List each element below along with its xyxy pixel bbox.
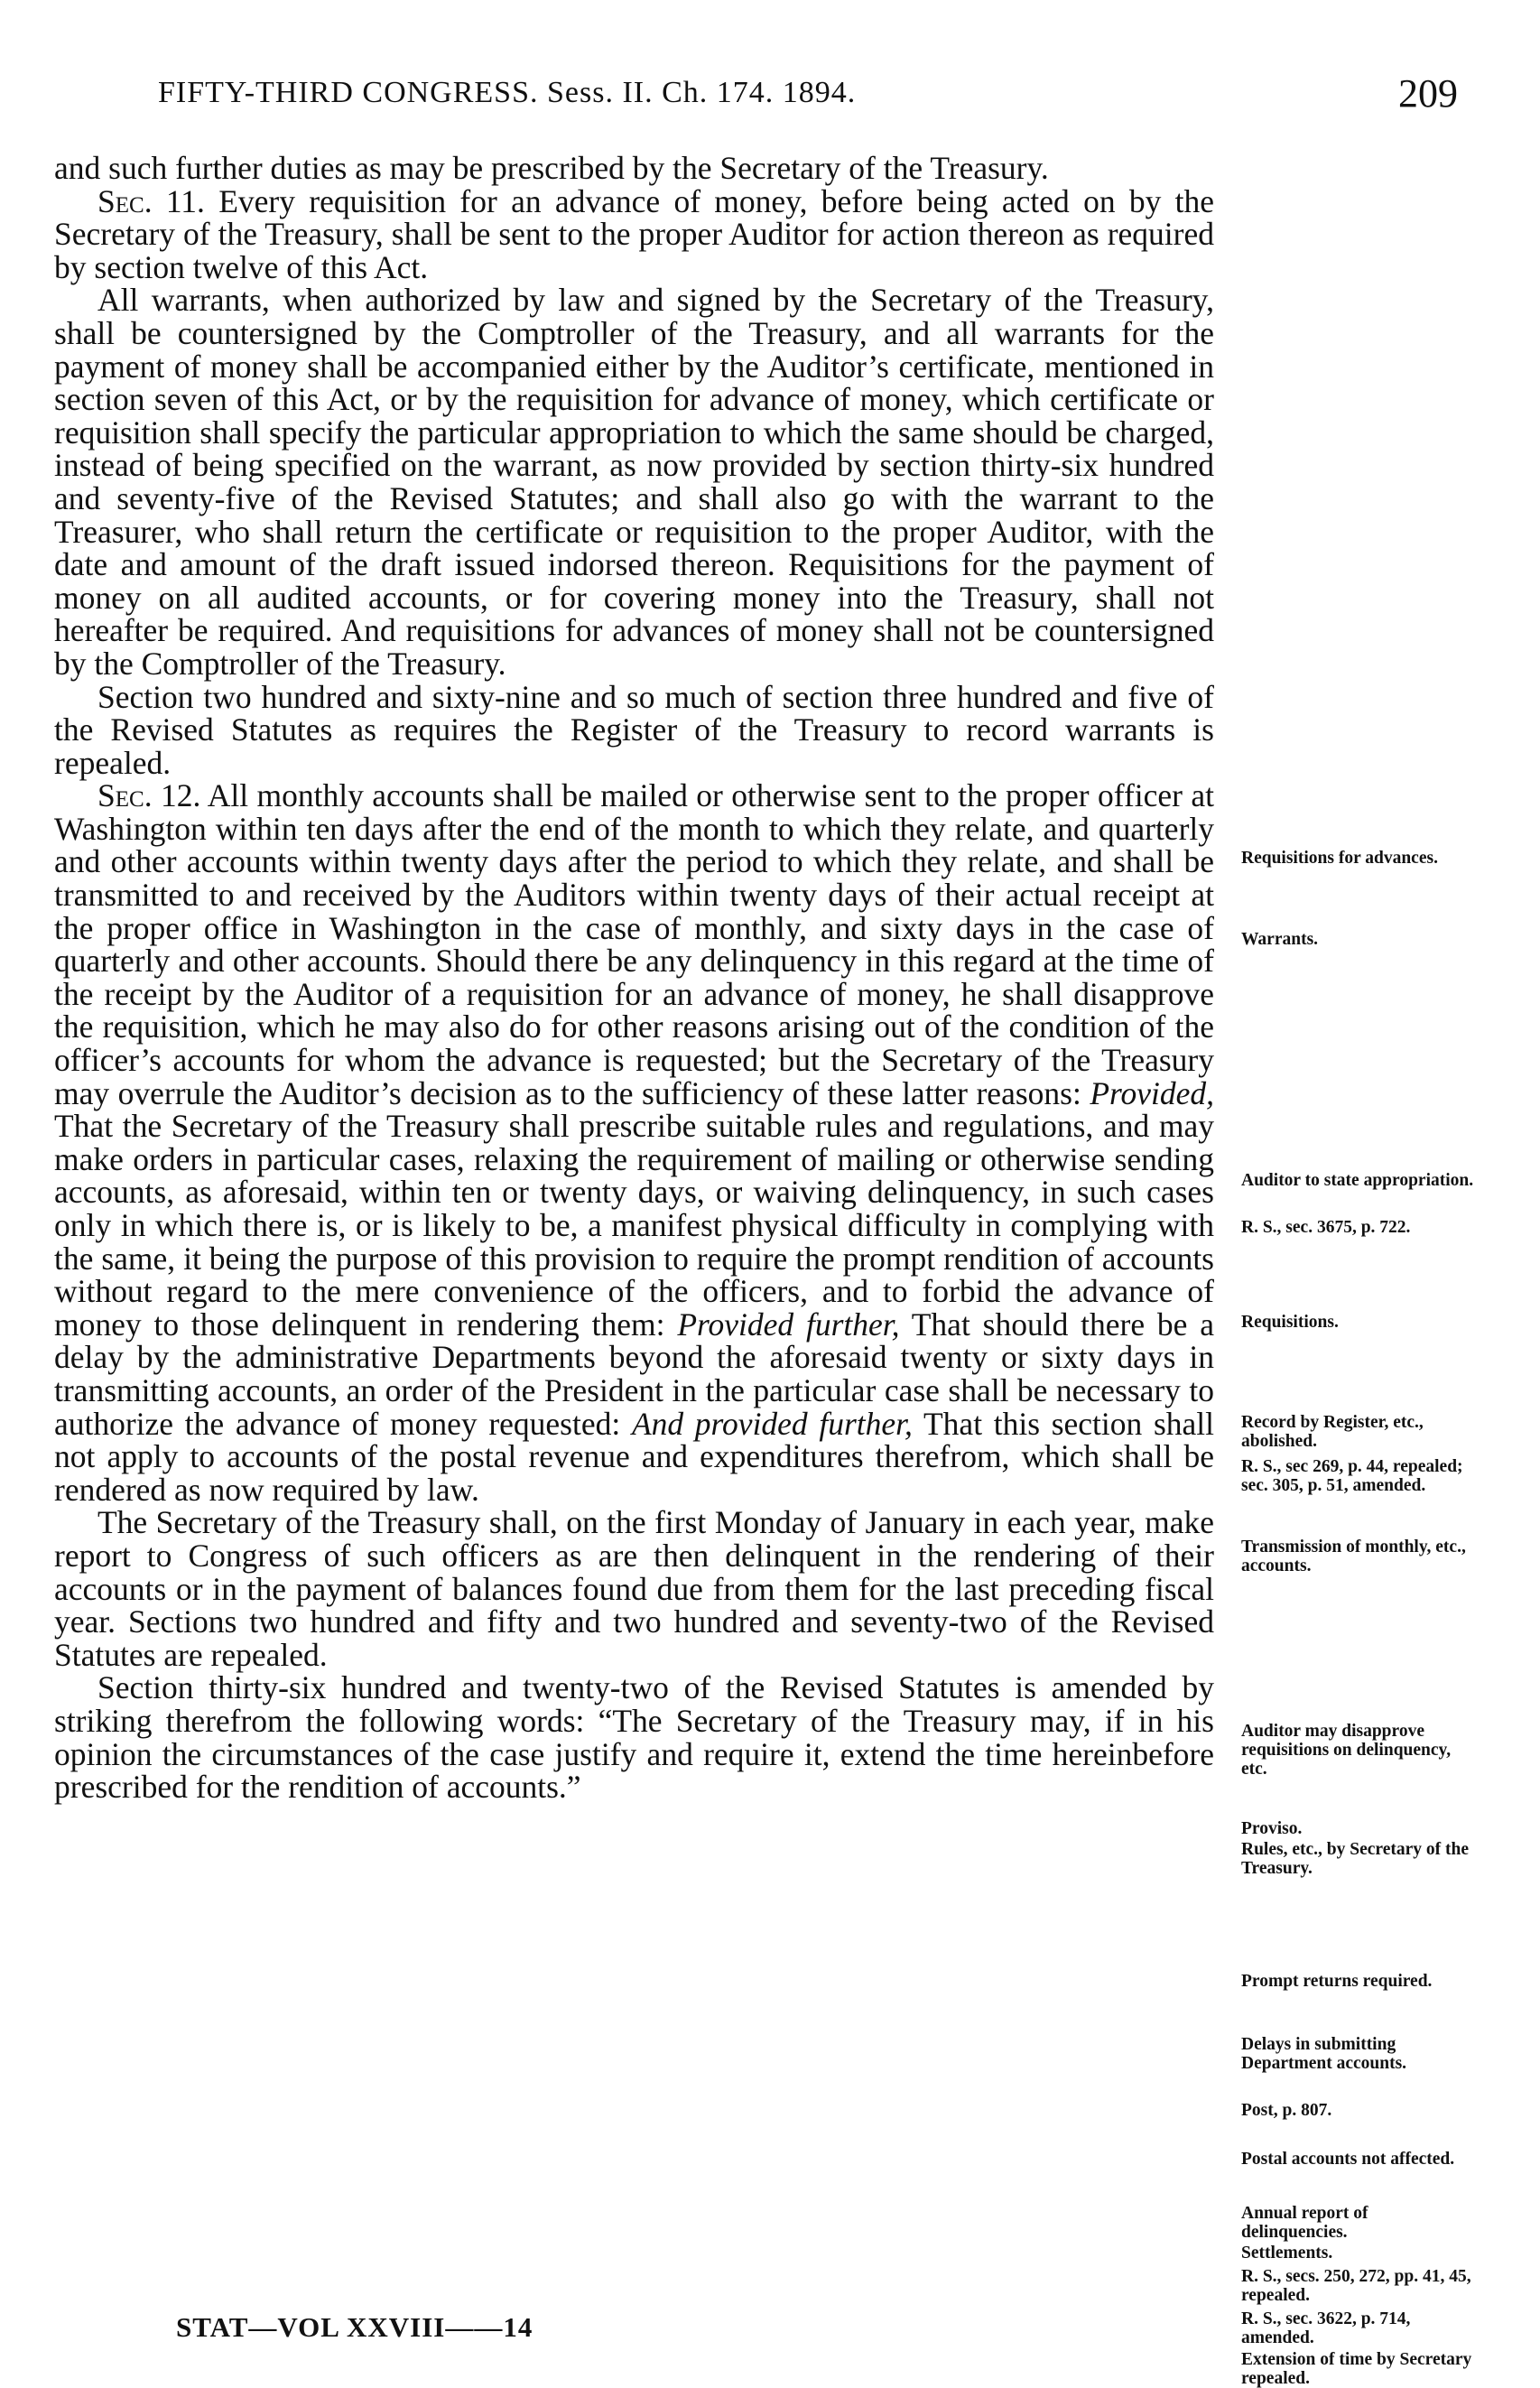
margin-note: Delays in submitting Department accounts. [1241,2035,1407,2073]
running-header [158,70,1458,125]
margin-note: Auditor may disapprove requisitions on delinquency, etc. [1241,1722,1452,1779]
margin-note: Post, p. 807. [1241,2101,1332,2120]
paragraph-record: Section two hundred and sixty-nine and so much of section three hundred and five of the Revised Statutes as requires the Register of the Treasury to record warrants is repealed. [54,678,1214,781]
running-head: FIFTY-THIRD CONGRESS. Sess. II. Ch. 174. 1894. [158,76,857,109]
margin-note: Postal accounts not affected. [1241,2150,1455,2169]
margin-note: Proviso. [1241,1819,1303,1838]
margin-note: Extension of time by Secretary repealed. [1241,2350,1472,2388]
margin-note: Rules, etc., by Secretary of the Treasury. [1241,1840,1469,1878]
page-number: 209 [1398,71,1458,116]
margin-note: Settlements. [1241,2244,1333,2263]
paragraph-5a-text: All monthly accounts shall be mailed or otherwise sent to the proper officer at Washington within ten days after the end of the month to which they relate, and quarterly and other accounts within twenty days after the period to which they relate, and shall be transmitted to and received by the Auditors within twenty days of their actual receipt at the proper office in Washington in the case of monthly, and sixty days in the case of quarterly and other accounts. Should there be any delinquency in this regard at the time of the receipt by the Auditor of a requisition for an advance of money, he shall disapprove the requisition, which he may also do for other reasons arising out of the condition of the officer’s accounts for whom the advance is requested; but the Secretary of the Treasury may overrule the Auditor’s decision as to the sufficiency of these latter reasons: [54,777,1214,1111]
margin-note: Warrants. [1241,930,1319,949]
paragraph-sec-12 [54,779,1214,1506]
section-label-12: Sec. 12. [97,777,201,814]
paragraph-annual-report: The Secretary of the Treasury shall, on the first Monday of January in each year, make report to Congress of such officers as are then delinquent in the rendering of their accounts or in the payment of balances found due from them for the last preceding fiscal year. Sections two hundred and fifty and two hundred and seventy-two of the Revised Statutes are repealed. [54,1504,1214,1673]
margin-note: Requisitions for advances. [1241,849,1438,868]
paragraph-1: and such further duties as may be prescribed by the Secretary of the Treasury. [54,150,1049,186]
paragraph-warrants: All warrants, when authorized by law and signed by the Secretary of the Treasury, shall be countersigned by the Comptroller of the Treasury, and all warrants for the payment of money shall be accompanied either by the Auditor’s certificate, mentioned in section seven of this Act, or by the requisition for advance of money, which certificate or requisition shall specify the particular appropriation to which the same should be charged, instead of being specified on the warrant, as now provided by section thirty-six hundred and seventy-five of the Revised Statutes; and shall also go with the warrant to the Treasurer, who shall return the certificate or requisition to the proper Auditor, with the date and amount of the draft issued indorsed thereon. Requisitions for the payment of money on all audited accounts, or for covering money into the Treasury, shall not hereafter be required. And requisitions for advances of money shall not be countersigned by the Comptroller of the Treasury. [54,282,1214,682]
main-text [54,152,1214,1804]
margin-note: R. S., sec 269, p. 44, repealed; sec. 305, p. 51, amended. [1241,1457,1463,1495]
margin-note: R. S., sec. 3675, p. 722. [1241,1218,1411,1237]
margin-note: R. S., sec. 3622, p. 714, amended. [1241,2309,1411,2347]
section-label-11: Sec. 11. [97,182,205,219]
paragraph-amendment: Section thirty-six hundred and twenty-two of the Revised Statutes is amended by striking therefrom the following words: “The Secretary of the Treasury may, if in his opinion the circumstances of the case justify and require it, extend the time hereinbefore prescribed for the rendition of accounts.” [54,1669,1214,1806]
and-provided-further-label: And provided further, [631,1405,913,1442]
margin-note: R. S., secs. 250, 272, pp. 41, 45, repealed. [1241,2267,1471,2305]
margin-note: Prompt returns required. [1241,1972,1433,1991]
paragraph-5b-text: That the Secretary of the Treasury shall prescribe suitable rules and regulations, and may make orders in particular cases, relaxing the requirement of mailing or otherwise sending accounts, as aforesaid, within ten or twenty days, or waiving delinquency, in such cases only in which there is, or is likely to be, a manifest physical difficulty in complying with the same, it being the purpose of this provision to require the prompt rendition of accounts without regard to the mere convenience of the officers, and to forbid the advance of money to those delinquent in rendering them: [54,1108,1214,1343]
proviso-further-label: Provided further, [677,1306,900,1343]
paragraph-sec-11 [54,182,1215,285]
margin-note: Annual report of delinquencies. [1241,2204,1368,2242]
margin-note: Record by Register, etc., abolished. [1241,1413,1424,1451]
signature-mark: STAT—VOL XXVIII——14 [176,2311,533,2343]
margin-note: Transmission of monthly, etc., accounts. [1241,1538,1466,1575]
margin-note: Auditor to state appropriation. [1241,1171,1474,1190]
proviso-label: Provided, [1090,1074,1215,1111]
paragraph-2-text: Every requisition for an advance of money, before being acted on by the Secretary of the Treasury, shall be sent to the proper Auditor for action thereon as required by section twelve of this Act. [54,182,1215,285]
paragraph-5d-text: That this section shall not apply to accounts of the postal revenue and expenditures therefrom, which shall be rendered as now required by law. [54,1405,1215,1508]
margin-note: Requisitions. [1241,1313,1339,1332]
paragraph-5c-text: That should there be a delay by the administrative Departments beyond the aforesaid twenty or sixty days in transmitting accounts, an order of the President in the particular case shall be necessary to authorize the advance of money requested: [54,1306,1215,1442]
